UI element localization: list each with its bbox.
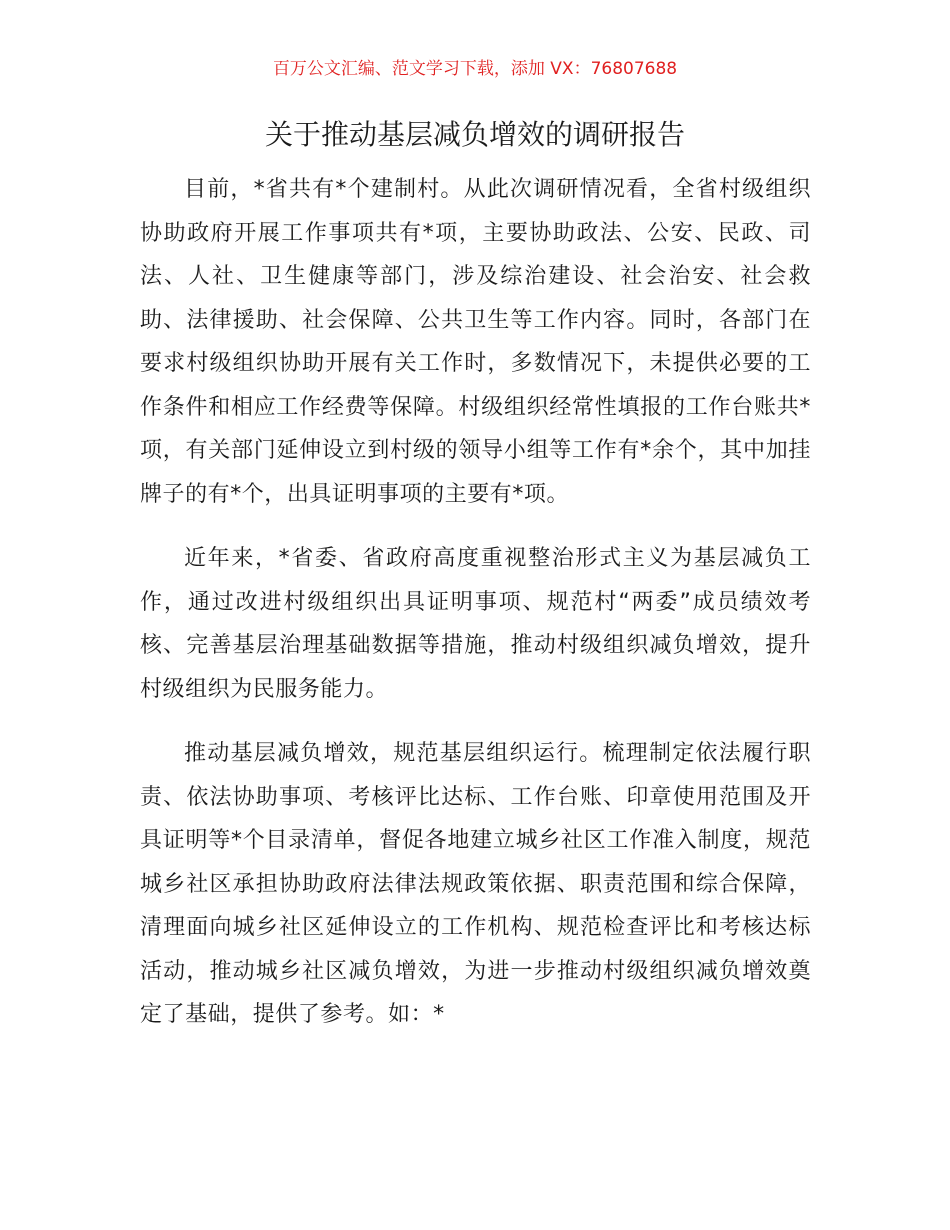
paragraph-3: 推动基层减负增效，规范基层组织运行。梳理制定依法履行职责、依法协助事项、考核评比达标、工作台账、印章使用范围及开具证明等*个目录清单，督促各地建立城乡社区工作准入制度，规范城乡社区承担协助政府法律法规政策依据、职责范围和综合保障，清理面向城乡社区延伸设立的工作机构、规范检查评比和考核达标活动，推动城乡社区减负增效，为进一步推动村级组织减负增效奠定了基础，提供了参考。如：* xyxy=(140,741,811,1027)
document-body xyxy=(140,168,811,1037)
promo-header: 百万公文汇编、范文学习下载，添加 VX：76807688 xyxy=(272,59,678,79)
paragraph-1: 目前，*省共有*个建制村。从此次调研情况看，全省村级组织协助政府开展工作事项共有*项，主要协助政法、公安、民政、司法、人社、卫生健康等部门，涉及综治建设、社会治安、社会救助、法律援助、社会保障、公共卫生等工作内容。同时，各部门在要求村级组织协助开展有关工作时，多数情况下，未提供必要的工作条件和相应工作经费等保障。村级组织经常性填报的工作台账共*项，有关部门延伸设立到村级的领导小组等工作有*余个，其中加挂牌子的有*个，出具证明事项的主要有*项。 xyxy=(140,177,811,507)
document-title: 关于推动基层减负增效的调研报告 xyxy=(264,118,685,151)
paragraph-2: 近年来，*省委、省政府高度重视整治形式主义为基层减负工作，通过改进村级组织出具证明事项、规范村“两委”成员绩效考核、完善基层治理基础数据等措施，推动村级组织减负增效，提升村级组织为民服务能力。 xyxy=(140,546,811,702)
